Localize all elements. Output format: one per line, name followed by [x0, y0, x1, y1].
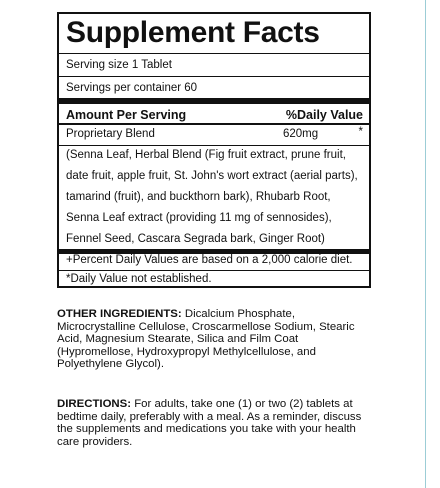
blend-row — [66, 126, 363, 141]
supplement-facts-panel — [57, 12, 371, 288]
blend-daily-value: * — [358, 126, 363, 138]
directions-line: the supplements and medications you take with your health — [57, 423, 356, 436]
other-ingredients-line: OTHER INGREDIENTS: Dicalcium Phosphate, — [57, 308, 295, 320]
other-ingredients-line: Acid, Magnesium Stearate, Silica and Film Coat — [57, 333, 299, 346]
serving-size: Serving size 1 Tablet — [66, 59, 172, 71]
divider-medium — [59, 123, 369, 125]
daily-value-label: %Daily Value — [285, 108, 363, 122]
divider-thin — [59, 145, 369, 146]
divider-thin — [59, 53, 369, 54]
other-ingredients-line: Microcrystalline Cellulose, Croscarmellose Sodium, Stearic — [57, 320, 355, 333]
directions-line: bedtime daily, preferably with a meal. As a reminder, discuss — [57, 410, 362, 423]
other-ingredients-label: OTHER INGREDIENTS: — [57, 308, 182, 320]
amount-per-serving-label: Amount Per Serving — [66, 108, 187, 122]
page-edge-line — [425, 0, 426, 488]
directions-label: DIRECTIONS: — [57, 398, 132, 410]
other-ingredients-line: (Hypromellose, Hydroxypropyl Methylcellulose, and — [57, 345, 316, 358]
blend-ingredients-line: date fruit, apple fruit, St. John's wort extract (aerial parts), — [66, 170, 358, 182]
blend-amount: 620mg — [283, 128, 319, 140]
blend-ingredients-line: tamarind (fruit), and buckthorn bark), Rhubarb Root, — [66, 191, 331, 203]
other-ingredients-line: Polyethylene Glycol). — [57, 358, 164, 371]
divider-thin — [59, 76, 369, 77]
blend-ingredients-line: Senna Leaf extract (providing 11 mg of sennosides), — [66, 212, 332, 224]
divider-thin — [59, 270, 369, 271]
blend-ingredients-line: Fennel Seed, Cascara Segrada bark, Ginger Root) — [66, 233, 325, 245]
blend-ingredients-line: (Senna Leaf, Herbal Blend (Fig fruit extract, prune fruit, — [66, 149, 346, 161]
amount-header — [66, 109, 363, 122]
panel-title: Supplement Facts — [66, 16, 320, 49]
footnote-percent: +Percent Daily Values are based on a 2,000 calorie diet. — [66, 254, 353, 266]
servings-per-container: Servings per container 60 — [66, 82, 198, 94]
directions-line: DIRECTIONS: For adults, take one (1) or two (2) tablets at — [57, 398, 353, 410]
blend-name: Proprietary Blend — [66, 128, 155, 140]
other-ingredients — [57, 308, 417, 371]
directions-line: care providers. — [57, 435, 133, 448]
directions — [57, 398, 417, 448]
footnote-daily-value: *Daily Value not established. — [66, 273, 212, 285]
divider-thick — [59, 98, 369, 104]
